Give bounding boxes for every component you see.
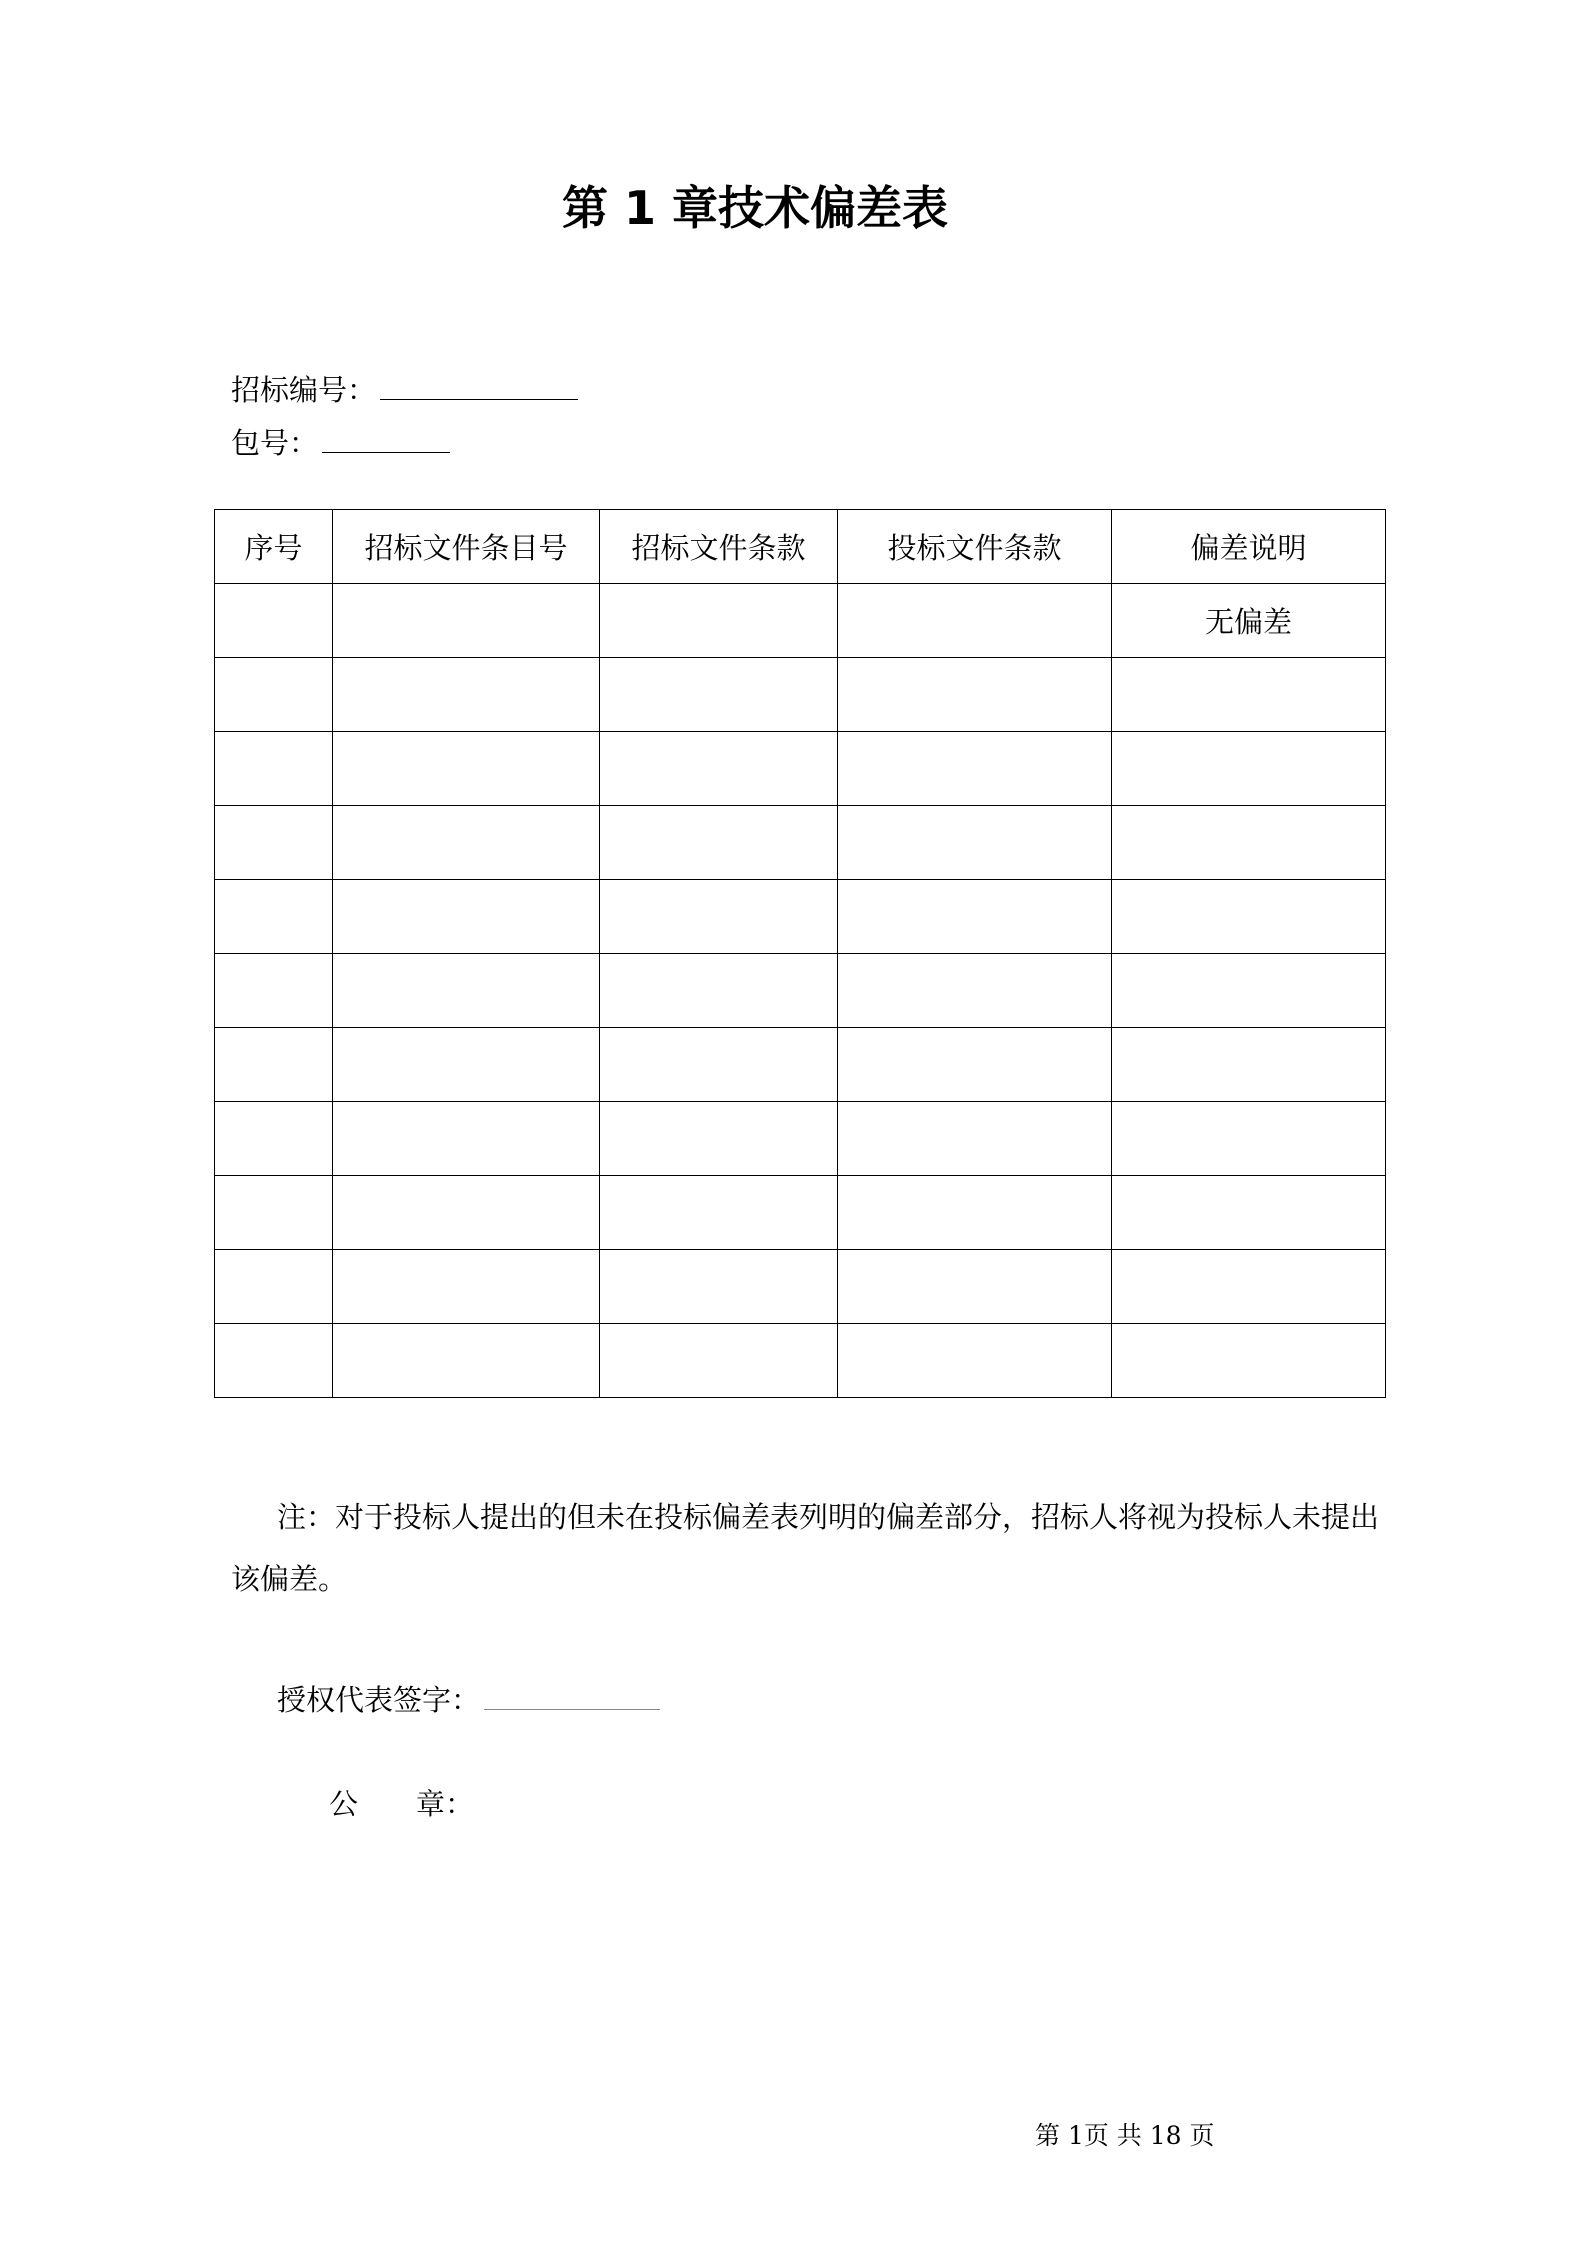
table-cell[interactable] — [838, 1176, 1112, 1250]
table-cell[interactable] — [215, 658, 333, 732]
table-cell[interactable] — [838, 806, 1112, 880]
table-cell[interactable] — [333, 732, 600, 806]
signature-label: 授权代表签字： — [277, 1683, 481, 1717]
package-number-field — [231, 421, 450, 462]
table-cell[interactable]: 无偏差 — [1112, 584, 1386, 658]
table-cell[interactable] — [215, 806, 333, 880]
table-cell[interactable] — [1112, 658, 1386, 732]
table-row — [215, 732, 1386, 806]
table-cell[interactable] — [1112, 1176, 1386, 1250]
table-cell[interactable] — [1112, 732, 1386, 806]
table-cell[interactable] — [215, 1250, 333, 1324]
table-row — [215, 954, 1386, 1028]
table-cell[interactable] — [215, 584, 333, 658]
package-number-blank[interactable] — [322, 426, 450, 453]
table-cell[interactable] — [838, 880, 1112, 954]
table-cell[interactable] — [215, 1176, 333, 1250]
tender-number-field — [231, 368, 578, 409]
table-cell[interactable] — [1112, 1324, 1386, 1398]
table-cell[interactable] — [333, 806, 600, 880]
table-row — [215, 658, 1386, 732]
column-header: 招标文件条款 — [600, 510, 838, 584]
note-text: 注：对于投标人提出的但未在投标偏差表列明的偏差部分，招标人将视为投标人未提出该偏差。 — [231, 1500, 1380, 1596]
table-cell[interactable] — [333, 880, 600, 954]
table-cell[interactable] — [838, 732, 1112, 806]
table-cell[interactable] — [600, 658, 838, 732]
table-cell[interactable] — [215, 732, 333, 806]
table-cell[interactable] — [333, 1028, 600, 1102]
table-row — [215, 1250, 1386, 1324]
table-cell[interactable] — [838, 1324, 1112, 1398]
table-cell[interactable] — [1112, 1102, 1386, 1176]
table-row — [215, 880, 1386, 954]
signature-field — [277, 1678, 660, 1719]
table-cell[interactable] — [600, 1176, 838, 1250]
table-cell[interactable] — [333, 1176, 600, 1250]
table-cell[interactable] — [600, 1028, 838, 1102]
deviation-table — [214, 509, 1386, 1398]
table-cell[interactable] — [1112, 1028, 1386, 1102]
signature-blank[interactable] — [484, 1683, 660, 1710]
table-cell[interactable] — [838, 1250, 1112, 1324]
tender-number-blank[interactable] — [380, 373, 578, 400]
table-cell[interactable] — [1112, 954, 1386, 1028]
table-cell[interactable] — [333, 658, 600, 732]
table-cell[interactable] — [838, 1102, 1112, 1176]
table-cell[interactable] — [333, 1102, 600, 1176]
table-header-row — [215, 510, 1386, 584]
table-cell[interactable] — [215, 954, 333, 1028]
table-row — [215, 806, 1386, 880]
table-cell[interactable] — [215, 1324, 333, 1398]
table-cell[interactable] — [333, 1324, 600, 1398]
table-row — [215, 1102, 1386, 1176]
table-cell[interactable] — [333, 1250, 600, 1324]
column-header: 招标文件条目号 — [333, 510, 600, 584]
table-cell[interactable] — [1112, 806, 1386, 880]
table-cell[interactable] — [600, 1324, 838, 1398]
page-title: 第 1 章技术偏差表 — [561, 181, 949, 235]
table-row — [215, 584, 1386, 658]
table-cell[interactable] — [600, 1250, 838, 1324]
table-cell[interactable] — [600, 1102, 838, 1176]
table-row — [215, 1176, 1386, 1250]
table-cell[interactable] — [838, 1028, 1112, 1102]
table-cell[interactable] — [215, 880, 333, 954]
table-cell[interactable] — [215, 1102, 333, 1176]
table-cell[interactable] — [600, 584, 838, 658]
table-cell[interactable] — [1112, 1250, 1386, 1324]
table-cell[interactable] — [600, 954, 838, 1028]
table-cell[interactable] — [333, 954, 600, 1028]
tender-number-label: 招标编号： — [231, 373, 377, 407]
column-header: 投标文件条款 — [838, 510, 1112, 584]
table-cell[interactable] — [838, 954, 1112, 1028]
table-cell[interactable] — [215, 1028, 333, 1102]
table-cell[interactable] — [838, 658, 1112, 732]
table-row — [215, 1028, 1386, 1102]
table-cell[interactable] — [600, 880, 838, 954]
table-cell[interactable] — [838, 584, 1112, 658]
column-header: 偏差说明 — [1112, 510, 1386, 584]
table-cell[interactable] — [600, 806, 838, 880]
table-cell[interactable] — [333, 584, 600, 658]
column-header: 序号 — [215, 510, 333, 584]
table-cell[interactable] — [1112, 880, 1386, 954]
package-number-label: 包号： — [231, 426, 319, 460]
table-row — [215, 1324, 1386, 1398]
page-footer: 第 1页 共 18 页 — [1035, 2121, 1215, 2150]
seal-label: 公 章： — [329, 1787, 475, 1821]
table-cell[interactable] — [600, 732, 838, 806]
